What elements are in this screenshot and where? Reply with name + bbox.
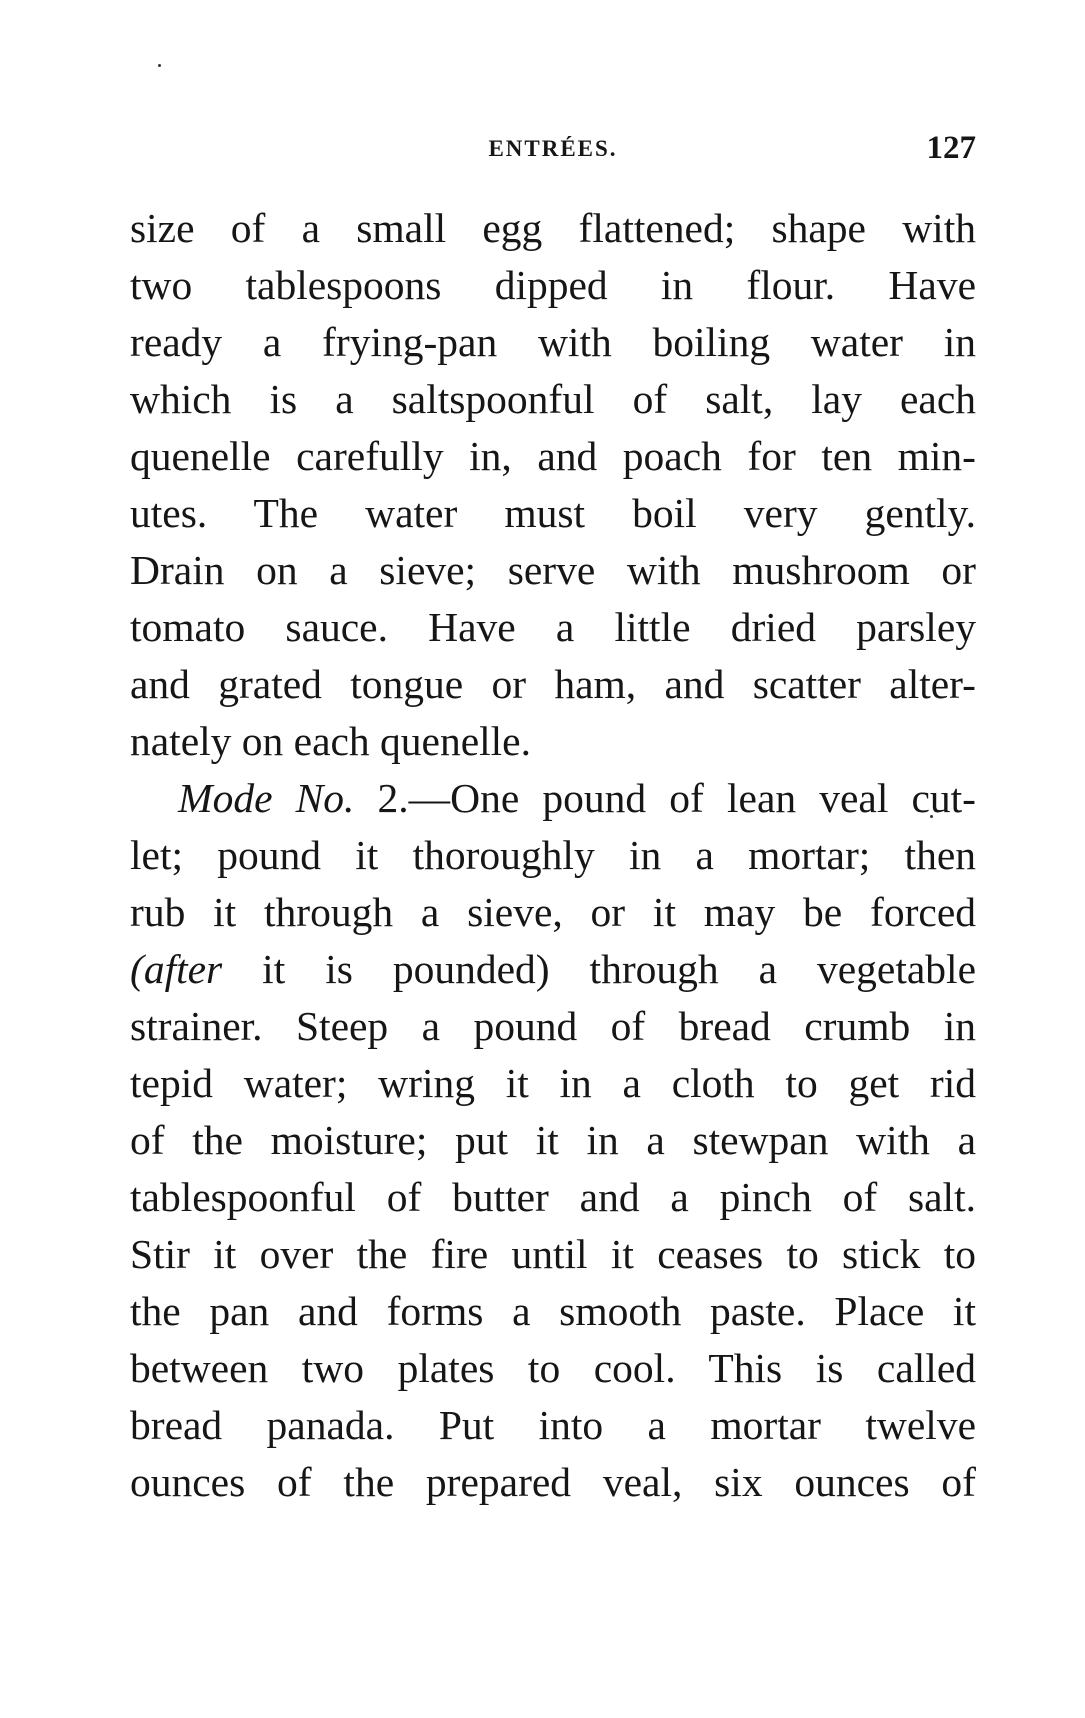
text-line: of the moisture; put it in a stewpan with a xyxy=(130,1117,976,1163)
text-line xyxy=(130,941,976,998)
text-line: strainer. Steep a pound of bread crumb in xyxy=(130,1003,976,1049)
page-header xyxy=(130,130,976,170)
stray-ink-mark xyxy=(158,64,161,67)
text-line: rub it through a sieve, or it may be forced xyxy=(130,889,976,935)
text-line xyxy=(130,770,976,827)
text-line: tepid water; wring it in a cloth to get rid xyxy=(130,1060,976,1106)
text-line: ounces of the prepared veal, six ounces of xyxy=(130,1459,976,1505)
text-line: utes. The water must boil very gently. xyxy=(130,490,976,536)
body-text xyxy=(130,200,976,1511)
text-line: let; pound it thoroughly in a mortar; then xyxy=(130,832,976,878)
text-line: size of a small egg flattened; shape with xyxy=(130,205,976,251)
text-line: between two plates to cool. This is called xyxy=(130,1345,976,1391)
text-line: Drain on a sieve; serve with mushroom or xyxy=(130,547,976,593)
text-line: which is a saltspoonful of salt, lay each xyxy=(130,376,976,422)
text-line: two tablespoons dipped in flour. Have xyxy=(130,262,976,308)
page-number: 127 xyxy=(926,130,976,166)
text-line: the pan and forms a smooth paste. Place it xyxy=(130,1288,976,1334)
text-line: Stir it over the fire until it ceases to stick to xyxy=(130,1231,976,1277)
running-head: ENTRÉES. xyxy=(488,136,618,161)
text-line-rest: 2.—One pound of lean veal cut- xyxy=(354,775,977,821)
text-line: bread panada. Put into a mortar twelve xyxy=(130,1402,976,1448)
mode-label: Mode No. xyxy=(178,775,355,821)
text-line-rest: it is pounded) through a vegetable xyxy=(222,946,976,992)
text-line: tablespoonful of butter and a pinch of salt. xyxy=(130,1174,976,1220)
italic-word: (after xyxy=(130,946,223,992)
text-line: tomato sauce. Have a little dried parsley xyxy=(130,604,976,650)
text-line: and grated tongue or ham, and scatter alter- xyxy=(130,661,976,707)
paragraph-2 xyxy=(130,770,976,1511)
text-line: ready a frying-pan with boiling water in xyxy=(130,319,976,365)
paragraph-1 xyxy=(130,200,976,770)
text-line: quenelle carefully in, and poach for ten min- xyxy=(130,433,976,479)
text-line: nately on each quenelle. xyxy=(130,718,531,764)
